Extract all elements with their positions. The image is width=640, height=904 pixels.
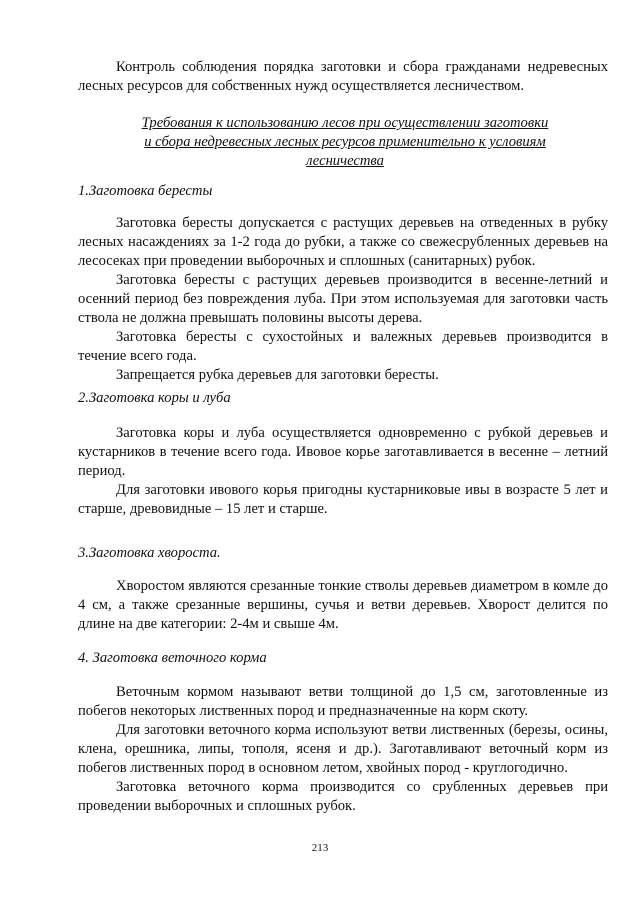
section-brushwood: [78, 577, 608, 634]
heading-birch-bark: 1.Заготовка бересты: [78, 183, 213, 199]
heading-bark-bast: 2.Заготовка коры и луба: [78, 390, 231, 406]
paragraph: Запрещается рубка деревьев для заготовки бересты.: [116, 367, 439, 383]
paragraph: Веточным кормом называют ветви толщиной до 1,5 см, заготовленные из побегов некоторых лиственных пород и предназначенные на корм скоту.: [78, 684, 608, 719]
paragraph: Для заготовки веточного корма используют ветви лиственных (березы, осины, клена, орешника, липы, тополя, ясеня и др.). Заготавливают веточный корм из побегов лиственных пород в основном летом, хвойных пород - круглогодично.: [78, 722, 608, 776]
page-number: 213: [311, 842, 329, 854]
section-title: [80, 114, 610, 171]
paragraph: Хворостом являются срезанные тонкие стволы деревьев диаметром в комле до 4 см, а также срезанные вершины, сучья и ветви деревьев. Хворост делится по длине на две категории: 2-4м и свыше 4м.: [78, 578, 608, 632]
paragraph: Заготовка коры и луба осуществляется одновременно с рубкой деревьев и кустарников в течение всего года. Ивовое корье заготавливается в весенне – летний период.: [78, 425, 608, 479]
paragraph: Для заготовки ивового корья пригодны кустарниковые ивы в возрасте 5 лет и старше, древовидные – 15 лет и старше.: [78, 482, 608, 517]
heading-brushwood: 3.Заготовка хвороста.: [78, 545, 221, 561]
intro-paragraph: Контроль соблюдения порядка заготовки и сбора гражданами недревесных лесных ресурсов для собственных нужд осуществляется лесничеством.: [78, 59, 608, 94]
paragraph: Заготовка бересты допускается с растущих деревьев на отведенных в рубку лесных насаждениях за 1-2 года до рубки, а также со свежесрубленных деревьев на лесосеках при проведении выборочных и сплошных (санитарных) рубок.: [78, 215, 608, 269]
title-line: Требования к использованию лесов при осуществлении заготовки: [141, 115, 549, 131]
heading-branch-fodder: 4. Заготовка веточного корма: [78, 650, 267, 666]
title-line: лесничества: [306, 153, 384, 169]
paragraph: Заготовка бересты с сухостойных и валежных деревьев производится в течение всего года.: [78, 329, 608, 364]
section-birch-bark: [78, 214, 608, 385]
paragraph: Заготовка веточного корма производится со срубленных деревьев при проведении выборочных и сплошных рубок.: [78, 779, 608, 814]
section-branch-fodder: [78, 683, 608, 816]
title-line: и сбора недревесных лесных ресурсов применительно к условиям: [144, 134, 546, 150]
paragraph: Заготовка бересты с растущих деревьев производится в весенне-летний и осенний период без повреждения луба. При этом используемая для заготовки часть ствола не должна превышать половины высоты дерева.: [78, 272, 608, 326]
section-bark-bast: [78, 424, 608, 519]
